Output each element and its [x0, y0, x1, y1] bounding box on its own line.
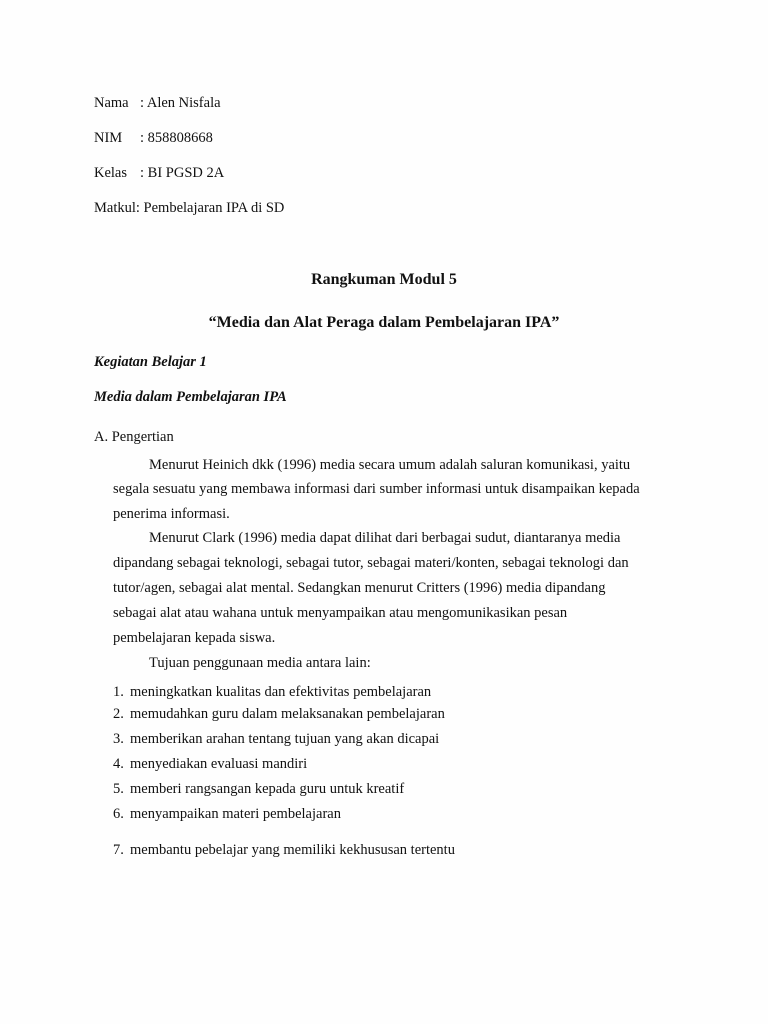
- list-item: [113, 755, 307, 773]
- document-title: Rangkuman Modul 5: [311, 271, 457, 288]
- document-subtitle: “Media dan Alat Peraga dalam Pembelajaran IPA”: [208, 314, 560, 331]
- list-item: [113, 780, 404, 798]
- list-number: 6.: [113, 806, 124, 822]
- nama-label: Nama: [94, 95, 129, 111]
- matkul-label: Matkul:: [94, 200, 140, 216]
- list-number: 3.: [113, 731, 124, 747]
- paragraph-1-line-3: penerima informasi.: [113, 506, 230, 522]
- nim-label: NIM: [94, 130, 123, 146]
- paragraph-1-line-2: segala sesuatu yang membawa informasi dari sumber informasi untuk disampaikan kepada: [113, 481, 640, 497]
- paragraph-2-line-2: dipandang sebagai teknologi, sebagai tutor, sebagai materi/konten, sebagai teknologi dan: [113, 555, 629, 571]
- list-number: 7.: [113, 842, 124, 858]
- paragraph-1-line-1: Menurut Heinich dkk (1996) media secara umum adalah saluran komunikasi, yaitu: [149, 457, 631, 473]
- list-text: menyediakan evaluasi mandiri: [130, 756, 308, 772]
- list-item: [113, 705, 445, 723]
- matkul-value: Pembelajaran IPA di SD: [143, 200, 285, 216]
- kegiatan-heading: Kegiatan Belajar 1: [94, 354, 207, 370]
- identity-nama: [94, 94, 221, 112]
- list-text: memberi rangsangan kepada guru untuk kreatif: [130, 781, 405, 797]
- list-number: 5.: [113, 781, 124, 797]
- paragraph-2-line-5: pembelajaran kepada siswa.: [113, 630, 276, 646]
- list-item: [113, 730, 439, 748]
- identity-kelas: [94, 164, 224, 182]
- list-number: 4.: [113, 756, 124, 772]
- list-text: membantu pebelajar yang memiliki kekhususan tertentu: [130, 842, 455, 858]
- kelas-value: : BI PGSD 2A: [140, 165, 225, 181]
- list-item: [113, 683, 431, 701]
- list-number: 2.: [113, 706, 124, 722]
- nama-value: : Alen Nisfala: [140, 95, 221, 111]
- identity-nim: [94, 129, 213, 147]
- paragraph-3: Tujuan penggunaan media antara lain:: [149, 655, 371, 671]
- paragraph-2-line-3: tutor/agen, sebagai alat mental. Sedangkan menurut Critters (1996) media dipandang: [113, 580, 606, 596]
- paragraph-2-line-1: Menurut Clark (1996) media dapat dilihat dari berbagai sudut, diantaranya media: [149, 530, 621, 546]
- list-text: memudahkan guru dalam melaksanakan pembelajaran: [130, 706, 445, 722]
- kelas-label: Kelas: [94, 165, 128, 181]
- list-text: meningkatkan kualitas dan efektivitas pembelajaran: [130, 684, 432, 700]
- list-text: menyampaikan materi pembelajaran: [130, 806, 341, 822]
- nim-value: : 858808668: [140, 130, 213, 146]
- list-item: [113, 841, 455, 859]
- list-number: 1.: [113, 684, 124, 700]
- list-item: [113, 805, 341, 823]
- section-a-heading: A. Pengertian: [94, 429, 174, 445]
- list-text: memberikan arahan tentang tujuan yang akan dicapai: [130, 731, 440, 747]
- topic-heading: Media dalam Pembelajaran IPA: [94, 389, 287, 405]
- identity-matkul: [94, 199, 284, 217]
- paragraph-2-line-4: sebagai alat atau wahana untuk menyampaikan atau mengomunikasikan pesan: [113, 605, 568, 621]
